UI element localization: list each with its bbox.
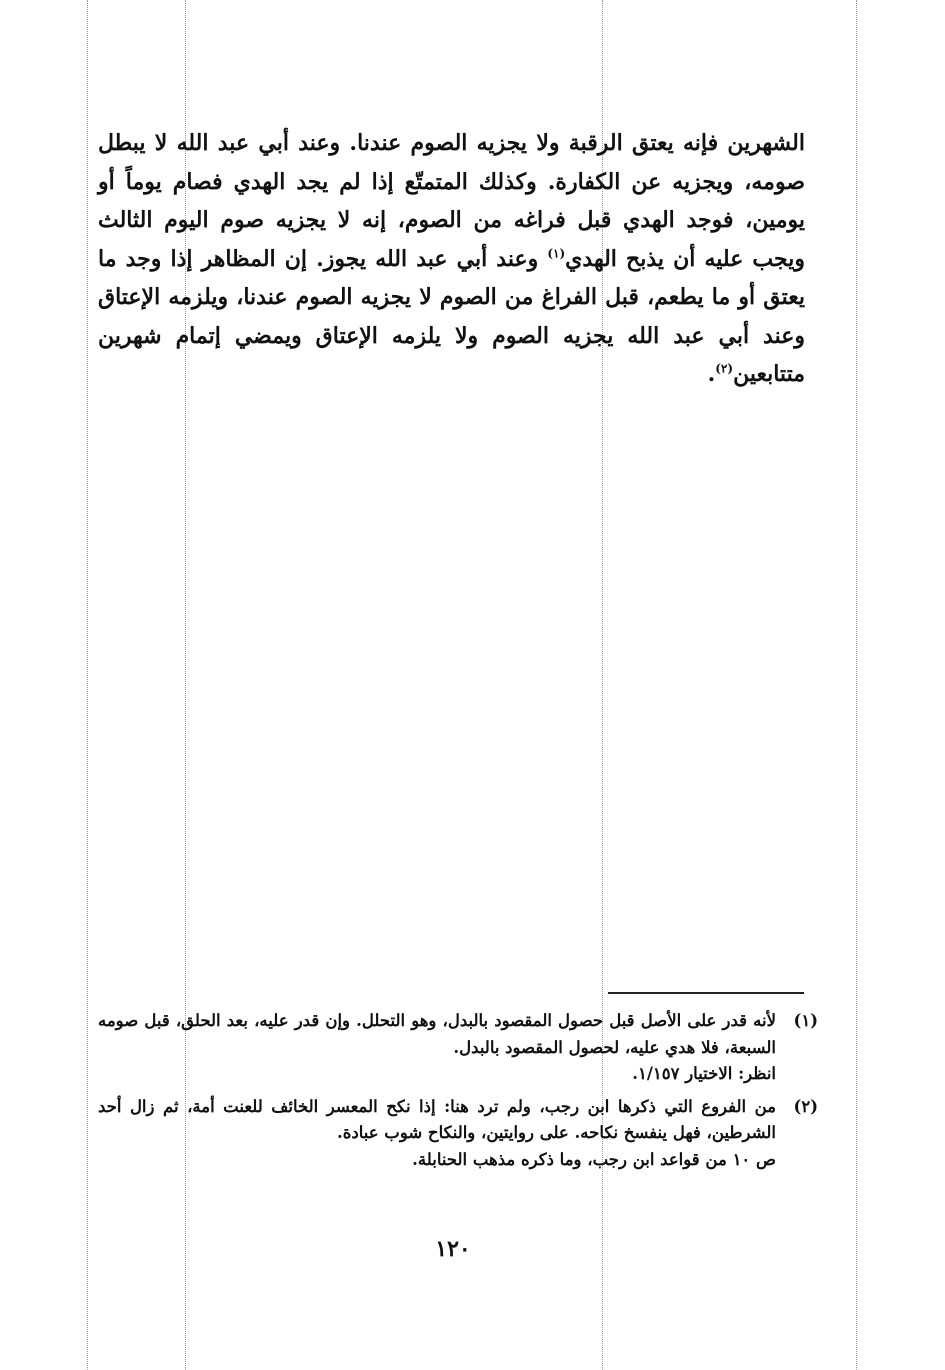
footnote-1 (98, 1008, 818, 1088)
main-paragraph (98, 124, 805, 394)
footnote-source: انظر: الاختيار ١/١٥٧. (632, 1064, 776, 1083)
paragraph-end: . (707, 361, 716, 387)
footnote-source: ص ١٠ من قواعد ابن رجب، وما ذكره مذهب الحنابلة. (412, 1149, 776, 1169)
paragraph-text: الشهرين فإنه يعتق الرقبة ولا يجزيه الصوم عندنا. وعند أبي عبد الله لا يبطل صومه، ويجزيه عن الكفارة. وكذلك المتمتّع إذا لم يجد الهدي فصام يوماً أو يومين، فوجد الهدي قبل فراغه من الصوم، إنه لا يجزيه صوم اليوم الثالث ويجب عليه أن يذبح الهدي (98, 130, 805, 272)
dotted-guide-line (856, 0, 857, 1370)
footnote-ref-1[interactable]: (١) (547, 246, 566, 261)
dotted-guide-line (87, 0, 88, 1370)
footnote-mark: (٢) (793, 1096, 818, 1116)
footnote-body: من الفروع التي ذكرها ابن رجب، ولم ترد هنا: إذا نكح المعسر الخائف للعنت أمة، ثم زال أحد الشرطين، فهل ينفسخ نكاحه. على روايتين، والنكاح شوب عبادة. (98, 1096, 776, 1142)
paragraph-text: وعند أبي عبد الله يجوز. إن المظاهر إذا وجد ما يعتق أو ما يطعم، قبل الفراغ من الصوم لا يجزيه الصوم عندنا، ويلزمه الإعتاق وعند أبي عبد الله يجزيه الصوم ولا يلزمه الإعتاق ويمضي إتمام شهرين متتابعين (98, 245, 805, 387)
footnotes-section (98, 1008, 818, 1179)
footnote-separator (608, 992, 804, 994)
footnote-ref-2[interactable]: (٢) (715, 361, 734, 376)
page-number: ١٢٠ (435, 1236, 471, 1262)
footnote-text (98, 1094, 776, 1174)
footnote-body: لأنه قدر على الأصل قبل حصول المقصود بالبدل، وهو التحلل. وإن قدر عليه، بعد الحلق، قبل صومه السبعة، فلا هدي عليه، لحصول المقصود بالبدل. (98, 1011, 776, 1057)
footnote-mark: (١) (793, 1011, 818, 1030)
footnote-2 (98, 1094, 818, 1174)
footnote-text (98, 1008, 776, 1088)
